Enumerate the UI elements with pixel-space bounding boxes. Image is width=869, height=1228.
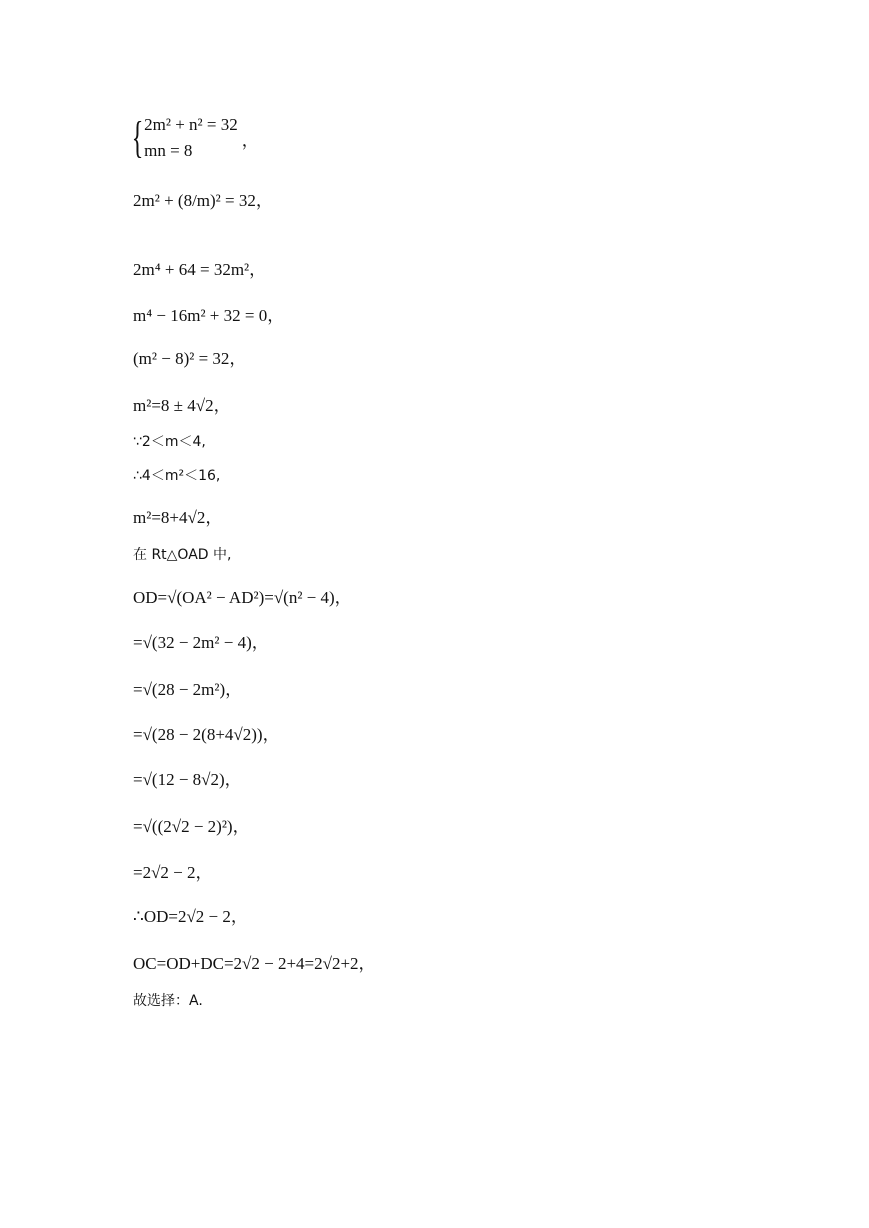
- math-line-6: m²=8 ± 4√2，: [133, 396, 231, 415]
- math-line-18: ∴OD=2√2 − 2，: [133, 907, 248, 926]
- math-line-14: =√(28 − 2(8+4√2))，: [133, 725, 280, 744]
- math-line-3: 2m⁴ + 64 = 32m²，: [133, 260, 267, 279]
- math-line-16: =√((2√2 − 2)²)，: [133, 817, 250, 836]
- math-line-15: =√(12 − 8√2)，: [133, 770, 242, 789]
- math-line-12: =√(32 − 2m² − 4)，: [133, 633, 269, 652]
- math-line-4: m⁴ − 16m² + 32 = 0，: [133, 306, 285, 325]
- math-line-10: 在 Rt△OAD 中,: [133, 547, 232, 563]
- math-line-17: =2√2 − 2，: [133, 863, 213, 882]
- math-line-19: OC=OD+DC=2√2 − 2+4=2√2+2，: [133, 954, 376, 973]
- conclusion-line: 故选择：A.: [133, 993, 203, 1009]
- math-line-11: OD=√(OA² − AD²)=√(n² − 4)，: [133, 588, 352, 607]
- system-rows: [144, 112, 238, 164]
- math-line-7: ∵2＜m＜4,: [133, 434, 206, 450]
- math-line-9: m²=8+4√2，: [133, 508, 223, 527]
- system-row-1: 2m² + n² = 32: [144, 115, 238, 134]
- equation-system: [133, 112, 259, 164]
- system-comma: ，: [241, 130, 259, 150]
- math-line-5: (m² − 8)² = 32，: [133, 349, 247, 368]
- math-line-2: 2m² + (8/m)² = 32，: [133, 191, 273, 210]
- system-row-2: mn = 8: [144, 141, 193, 160]
- left-brace: {: [131, 113, 144, 162]
- math-line-8: ∴4＜m²＜16,: [133, 468, 221, 484]
- math-line-13: =√(28 − 2m²)，: [133, 680, 243, 699]
